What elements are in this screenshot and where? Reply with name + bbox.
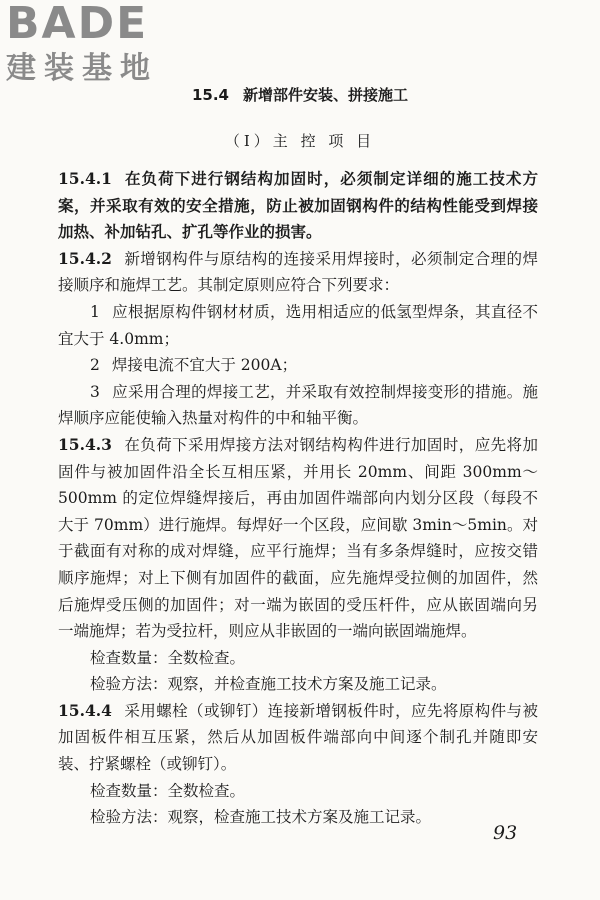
logo-brand: BADE — [6, 0, 149, 49]
clause-number: 15.4.4 — [58, 700, 112, 720]
clause-text: 在负荷下采用焊接方法对钢结构构件进行加固时，应先将加固件与被加固件沿全长互相压紧，并用长 20mm、间距 300mm～500mm 的定位焊缝焊接后，再由加固件端部向内划分区段（每段不大于 70mm）进行施焊。每焊好一个区段，应间歇 3min～5min。对于截面有对称的成对焊缝，应平行施焊；当有多条焊缝时，应按交错顺序施焊；对上下侧有加固件的截面，应先施焊受拉侧的加固件，然后施焊受压侧的加固件；对一端为嵌固的受压杆件，应从嵌固端向另一端施焊；若为受拉杆，则应从非嵌固的一端向嵌固端施焊。 — [58, 435, 538, 641]
logo-subtitle: 建装基地 — [6, 51, 158, 86]
check-method: 检验方法：观察，检查施工技术方案及施工记录。 — [90, 808, 432, 827]
item-text: 应采用合理的焊接工艺，并采取有效控制焊接变形的措施。施焊顺序应能使输入热量对构件的中和轴平衡。 — [58, 382, 538, 428]
list-item — [58, 379, 538, 432]
clause-number: 15.4.2 — [58, 248, 112, 268]
clause-text: 新增钢构件与原结构的连接采用焊接时，必须制定合理的焊接顺序和施焊工艺。其制定原则应符合下列要求： — [58, 249, 538, 295]
check-method: 检验方法：观察，并检查施工技术方案及施工记录。 — [90, 675, 447, 694]
clause-number: 15.4.3 — [58, 434, 112, 454]
item-number: 1 — [90, 302, 100, 321]
clause-number: 15.4.1 — [58, 169, 112, 188]
clause-15-4-2 — [58, 246, 538, 299]
item-text: 应根据原构件钢材材质，选用相适应的低氢型焊条，其直径不宜大于 4.0mm； — [58, 302, 538, 348]
check-quantity: 检查数量：全数检查。 — [90, 781, 246, 800]
clause-text: 在负荷下进行钢结构加固时，必须制定详细的施工技术方案，并采取有效的安全措施，防止被加固钢构件的结构性能受到焊接加热、补加钻孔、扩孔等作业的损害。 — [58, 169, 538, 242]
list-item — [58, 299, 538, 352]
clause-text: 采用螺栓（或铆钉）连接新增钢板件时，应先将原构件与被加固板件相互压紧，然后从加固板件端部向中间逐个制孔并随即安装、拧紧螺栓（或铆钉）。 — [58, 701, 538, 774]
section-number: 15.4 — [191, 86, 229, 104]
section-title-text: 新增部件安装、拼接施工 — [243, 86, 409, 104]
section-title — [0, 84, 600, 105]
document-body — [58, 166, 538, 831]
clause-15-4-3 — [58, 432, 538, 645]
subheading: （Ⅰ）主 控 项 目 — [224, 132, 376, 150]
check-quantity: 检查数量：全数检查。 — [90, 648, 246, 667]
item-number: 2 — [90, 356, 100, 375]
item-number: 3 — [90, 382, 100, 401]
clause-15-4-1 — [58, 166, 538, 246]
logo — [6, 2, 158, 86]
item-text: 焊接电流不宜大于 200A； — [111, 356, 298, 375]
page-number: 93 — [493, 822, 518, 844]
list-item — [58, 352, 538, 379]
clause-15-4-4 — [58, 698, 538, 778]
